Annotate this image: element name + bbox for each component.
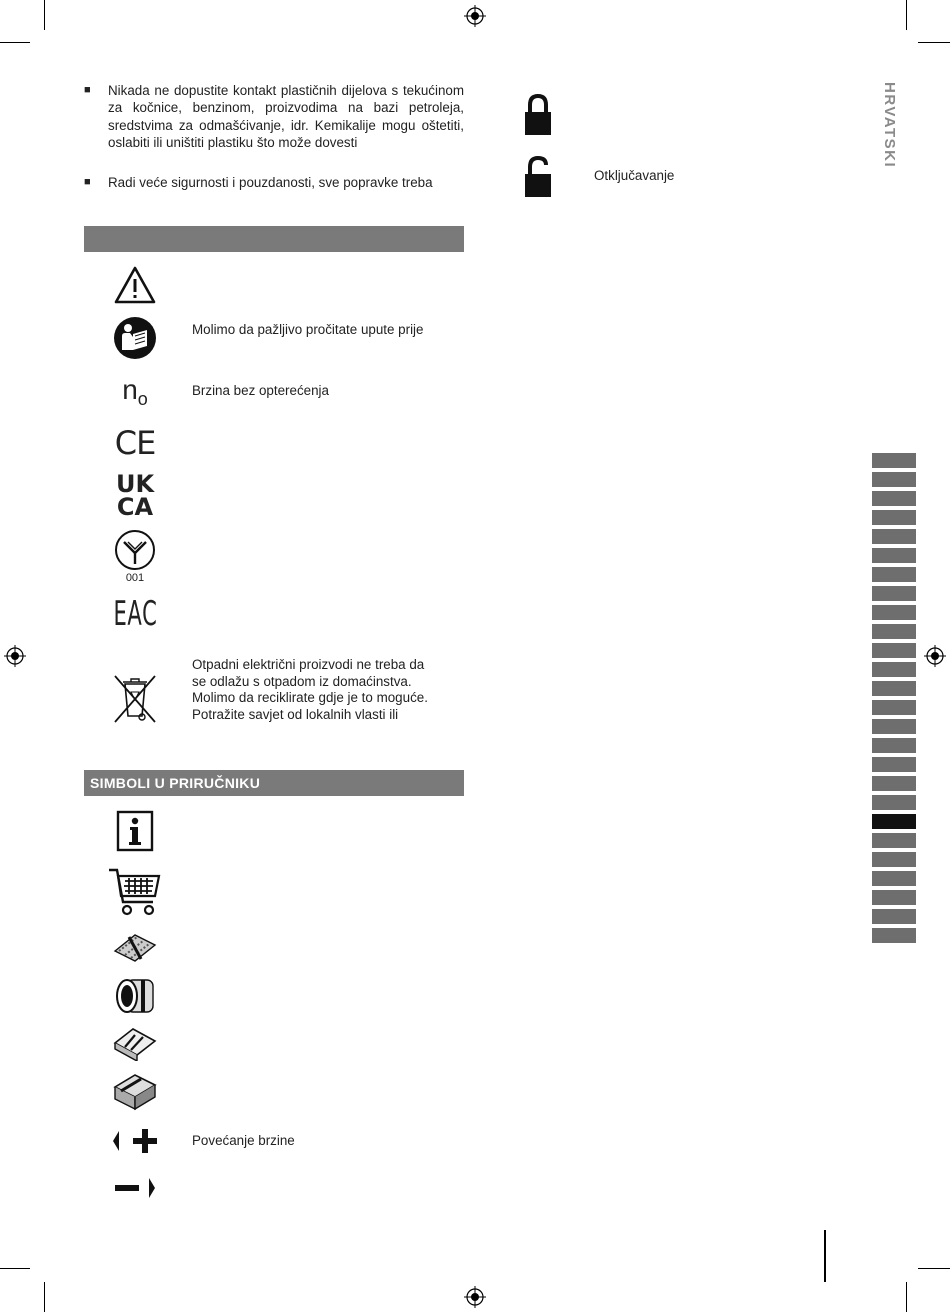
bullet-marker: ■ <box>84 176 91 188</box>
side-tab <box>872 909 916 926</box>
bullet-marker: ■ <box>84 84 91 96</box>
weee-line: Molimo da reciklirate gdje je to moguće. <box>192 690 428 705</box>
lock-icon <box>520 92 556 138</box>
bullet-text: Nikada ne dopustite kontakt plastičnih dijelova s tekućinom za kočnice, benzinom, proizvodima na bazi petroleja, sredstvima za odmašćivanje, idr. Kemikalije mogu oštetiti, oslabiti ili uništiti plastiku što može dovesti <box>108 83 464 150</box>
ukca-mark-icon <box>110 470 160 522</box>
crop-mark <box>906 1282 907 1312</box>
registration-mark-icon <box>464 5 486 27</box>
bullet-text: Radi veće sigurnosti i pouzdanosti, sve popravke treba <box>108 175 433 190</box>
speed-increase-icon <box>110 1126 160 1156</box>
speed-decrease-icon <box>110 1174 160 1202</box>
crop-mark <box>44 0 45 30</box>
side-tab <box>872 643 916 660</box>
page-margin-line <box>824 1230 826 1282</box>
side-tab <box>872 890 916 907</box>
side-tab <box>872 529 916 546</box>
side-tab <box>872 605 916 622</box>
symbol-description: Molimo da pažljivo pročitate upute prije <box>192 322 424 337</box>
warning-icon <box>110 264 160 306</box>
side-tab <box>872 586 916 603</box>
side-tab <box>872 757 916 774</box>
bullet-item <box>84 82 464 151</box>
ukca-top: UK <box>115 470 155 498</box>
side-tab-active <box>872 814 916 831</box>
block-pad-icon <box>110 1070 160 1112</box>
ce-mark-label: CE <box>114 424 156 462</box>
side-tab <box>872 491 916 508</box>
side-tab <box>872 662 916 679</box>
roll-icon <box>110 974 160 1018</box>
symbol-n: n <box>122 374 138 405</box>
unlock-description: Otključavanje <box>594 168 675 183</box>
side-tab <box>872 453 916 470</box>
side-tab <box>872 719 916 736</box>
section-header-symbols <box>84 226 464 252</box>
crop-mark <box>0 42 30 43</box>
registration-mark-icon <box>924 645 946 667</box>
ce-mark-icon <box>110 424 160 462</box>
ukraine-mark-icon <box>110 526 160 586</box>
side-tab <box>872 548 916 565</box>
ukca-bottom: CA <box>116 493 154 521</box>
side-tab <box>872 833 916 850</box>
side-tab <box>872 928 916 945</box>
weee-description <box>192 657 428 723</box>
side-tab <box>872 795 916 812</box>
side-tab <box>872 510 916 527</box>
eac-mark-icon <box>110 594 160 634</box>
side-tab <box>872 681 916 698</box>
side-tab <box>872 871 916 888</box>
no-load-speed-icon <box>112 372 158 408</box>
crop-mark <box>918 1268 950 1269</box>
side-tab <box>872 624 916 641</box>
registration-mark-icon <box>4 645 26 667</box>
bullet-item <box>84 174 464 191</box>
weee-line: Potražite savjet od lokalnih vlasti ili <box>192 706 399 722</box>
crop-mark <box>0 1268 30 1269</box>
side-tab <box>872 738 916 755</box>
side-tab <box>872 700 916 717</box>
abrasive-pad-icon <box>110 928 160 968</box>
info-icon <box>112 808 158 854</box>
symbol-o: o <box>137 388 148 409</box>
ukraine-mark-code: 001 <box>125 571 145 584</box>
eac-mark-label: EAC <box>113 594 157 634</box>
side-tab <box>872 852 916 869</box>
symbol-description: Brzina bez opterećenja <box>192 383 329 398</box>
section-header-manual-symbols: SIMBOLI U PRIRUČNIKU <box>84 770 464 796</box>
side-tab <box>872 776 916 793</box>
weee-bin-icon <box>110 672 160 724</box>
sheet-pad-icon <box>110 1022 160 1062</box>
language-title: HRVATSKI <box>881 82 898 169</box>
weee-line: se odlažu s otpadom iz domaćinstva. <box>192 673 412 689</box>
shopping-cart-icon <box>106 866 162 918</box>
crop-mark <box>44 1282 45 1312</box>
crop-mark <box>918 42 950 43</box>
weee-line: Otpadni električni proizvodi ne treba da <box>192 657 425 672</box>
read-manual-icon <box>112 315 158 361</box>
crop-mark <box>906 0 907 30</box>
unlock-icon <box>520 154 556 200</box>
symbol-description: Povećanje brzine <box>192 1133 295 1148</box>
registration-mark-icon <box>464 1286 486 1308</box>
side-tab <box>872 567 916 584</box>
side-tab <box>872 472 916 489</box>
